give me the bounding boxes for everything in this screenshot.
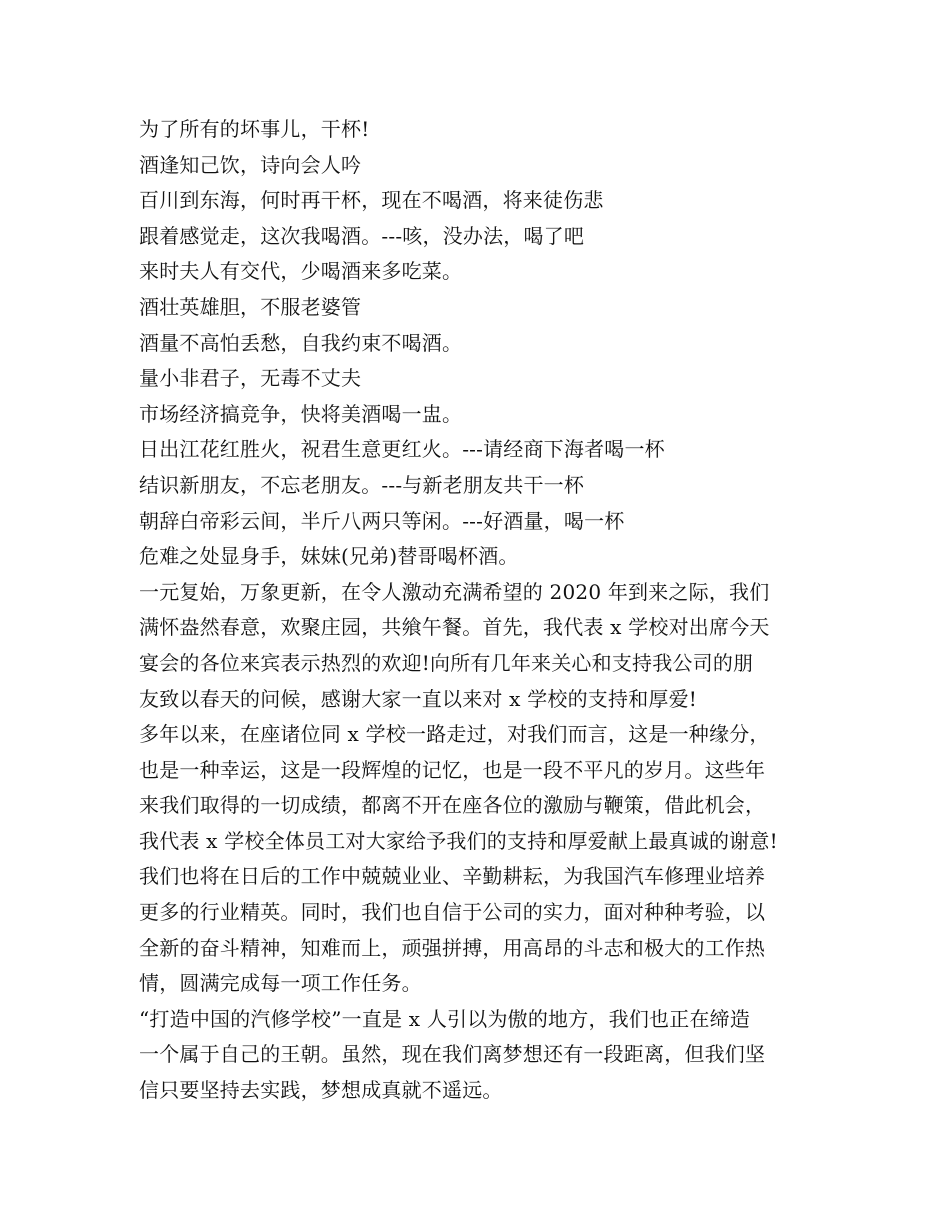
text-line: 全新的奋斗精神，知难而上，顽强拼搏，用高昂的斗志和极大的工作热 <box>139 935 766 960</box>
text-line: 一个属于自己的王朝。虽然，现在我们离梦想还有一段距离，但我们坚 <box>139 1042 766 1067</box>
text-line: 朝辞白帝彩云间，半斤八两只等闲。---好酒量，喝一杯 <box>139 508 625 533</box>
text-line: 来时夫人有交代，少喝酒来多吃菜。 <box>139 259 463 284</box>
text-line: 信只要坚持去实践，梦想成真就不遥远。 <box>139 1078 503 1103</box>
document-body <box>139 112 819 1109</box>
text-line: 一元复始，万象更新，在令人激动充满希望的 2020 年到来之际，我们 <box>139 579 770 604</box>
text-line: 我们也将在日后的工作中兢兢业业、辛勤耕耘，为我国汽车修理业培养 <box>139 864 766 889</box>
text-line: 危难之处显身手，妹妹(兄弟)替哥喝杯酒。 <box>139 544 519 569</box>
text-line: 酒壮英雄胆，不服老婆管 <box>139 294 362 319</box>
text-line: 酒量不高怕丢愁，自我约束不喝酒。 <box>139 330 463 355</box>
text-line: 量小非君子，无毒不丈夫 <box>139 366 362 391</box>
text-line: 百川到东海，何时再干杯，现在不喝酒，将来徒伤悲 <box>139 188 604 213</box>
text-line: 跟着感觉走，这次我喝酒。---咳，没办法，喝了吧 <box>139 223 585 248</box>
text-line: 宴会的各位来宾表示热烈的欢迎!向所有几年来关心和支持我公司的朋 <box>139 650 754 675</box>
text-line: 为了所有的坏事儿，干杯! <box>139 117 370 141</box>
text-line: 来我们取得的一切成绩，都离不开在座各位的激励与鞭策，借此机会， <box>139 793 766 818</box>
text-line: 更多的行业精英。同时，我们也自信于公司的实力，面对种种考验，以 <box>139 900 766 925</box>
text-line: 日出江花红胜火，祝君生意更红火。---请经商下海者喝一杯 <box>139 437 665 462</box>
text-line: 我代表 x 学校全体员工对大家给予我们的支持和厚爱献上最真诚的谢意! <box>139 828 778 853</box>
text-line: 友致以春天的问候，感谢大家一直以来对 x 学校的支持和厚爱! <box>139 686 698 711</box>
text-line: 满怀盎然春意，欢聚庄园，共飨午餐。首先，我代表 x 学校对出席今天 <box>139 615 770 640</box>
text-line: 结识新朋友，不忘老朋友。---与新老朋友共干一杯 <box>139 472 585 497</box>
text-line: 情，圆满完成每一项工作任务。 <box>139 971 422 996</box>
text-line: 多年以来，在座诸位同 x 学校一路走过，对我们而言，这是一种缘分， <box>139 722 770 747</box>
text-line: 酒逢知己饮，诗向会人吟 <box>139 152 362 177</box>
text-line: 也是一种幸运，这是一段辉煌的记忆，也是一段不平凡的岁月。这些年 <box>139 757 766 782</box>
text-line: 市场经济搞竞争，快将美酒喝一盅。 <box>139 401 463 426</box>
text-line: “打造中国的汽修学校”一直是 x 人引以为傲的地方，我们也正在缔造 <box>139 1006 751 1031</box>
